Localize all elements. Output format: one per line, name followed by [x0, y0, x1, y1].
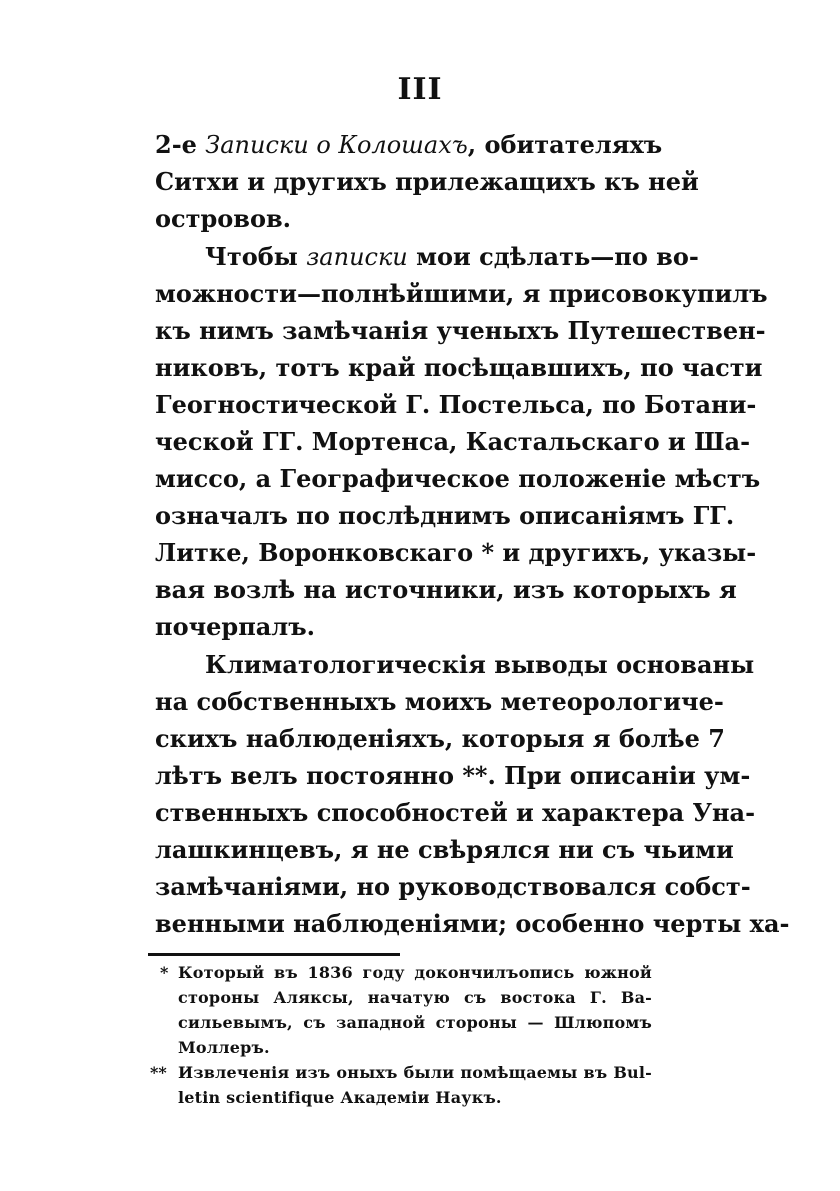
paragraph-3-line-8: венными наблюденіями; особенно черты ха-: [155, 909, 790, 938]
paragraph-3-line-1: Климатологическія выводы основаны: [205, 650, 755, 679]
italic-word: записки: [306, 243, 408, 271]
footnote-1-line-1: Который въ 1836 году докончилъопись южной: [178, 963, 652, 982]
paragraph-1-line-1: [155, 130, 663, 160]
footnote-divider: [148, 953, 400, 956]
paragraph-2-line-4: никовъ, тотъ край посѣщавшихъ, по части: [155, 353, 763, 382]
paragraph-2-line-3: къ нимъ замѣчанія ученыхъ Путешествен-: [155, 316, 766, 345]
paragraph-2-line-11: почерпалъ.: [155, 612, 315, 641]
list-number: 2-е: [155, 130, 197, 159]
paragraph-2-line-8: означалъ по послѣднимъ описаніямъ ГГ.: [155, 501, 735, 530]
paragraph-3-line-2: на собственныхъ моихъ метеорологиче-: [155, 687, 724, 716]
italic-title: Записки о Колошахъ: [205, 131, 468, 159]
footnote-2-line-2: letin scientifique Академіи Наукъ.: [178, 1088, 502, 1107]
footnote-1-mark: *: [160, 963, 169, 982]
paragraph-2-line-1: [205, 242, 699, 272]
paragraph-3-line-5: ственныхъ способностей и характера Уна-: [155, 798, 756, 827]
page-number: III: [397, 72, 443, 107]
paragraph-1-line-1-rest: , обитателяхъ: [467, 130, 663, 159]
footnote-2-mark: **: [150, 1063, 167, 1082]
paragraph-2-line-5: Геогностической Г. Постельса, по Ботани-: [155, 390, 757, 419]
footnote-1-line-3: сильевымъ, съ западной стороны — Шлюпомъ: [178, 1013, 652, 1032]
paragraph-3-line-4: лѣтъ велъ постоянно **. При описаніи ум-: [155, 761, 751, 790]
word-chtoby: Чтобы: [205, 242, 298, 271]
paragraph-2-line-1-rest: мои сдѣлать—по во-: [416, 242, 699, 271]
paragraph-3-line-7: замѣчаніями, но руководствовался собст-: [155, 872, 751, 901]
paragraph-2-line-2: можности—полнѣйшими, я присовокупилъ: [155, 279, 768, 308]
paragraph-2-line-9: Литке, Воронковскаго * и другихъ, указы-: [155, 538, 757, 567]
paragraph-1-line-3: островов.: [155, 204, 291, 233]
paragraph-3-line-6: лашкинцевъ, я не свѣрялся ни съ чьими: [155, 835, 734, 864]
footnote-2-line-1: Извлеченія изъ оныхъ были помѣщаемы въ Bul-: [178, 1063, 652, 1082]
footnote-1-line-4: Моллеръ.: [178, 1038, 270, 1057]
paragraph-2-line-7: миссо, а Географическое положеніе мѣстъ: [155, 464, 761, 493]
paragraph-3-line-3: скихъ наблюденіяхъ, которыя я болѣе 7: [155, 724, 725, 753]
paragraph-1-line-2: Ситхи и другихъ прилежащихъ къ ней: [155, 167, 699, 196]
paragraph-2-line-10: вая возлѣ на источники, изъ которыхъ я: [155, 575, 737, 604]
footnote-1-line-2: стороны Аляксы, начатую съ востока Г. Ва-: [178, 988, 652, 1007]
paragraph-2-line-6: ческой ГГ. Мортенса, Кастальскаго и Ша-: [155, 427, 751, 456]
